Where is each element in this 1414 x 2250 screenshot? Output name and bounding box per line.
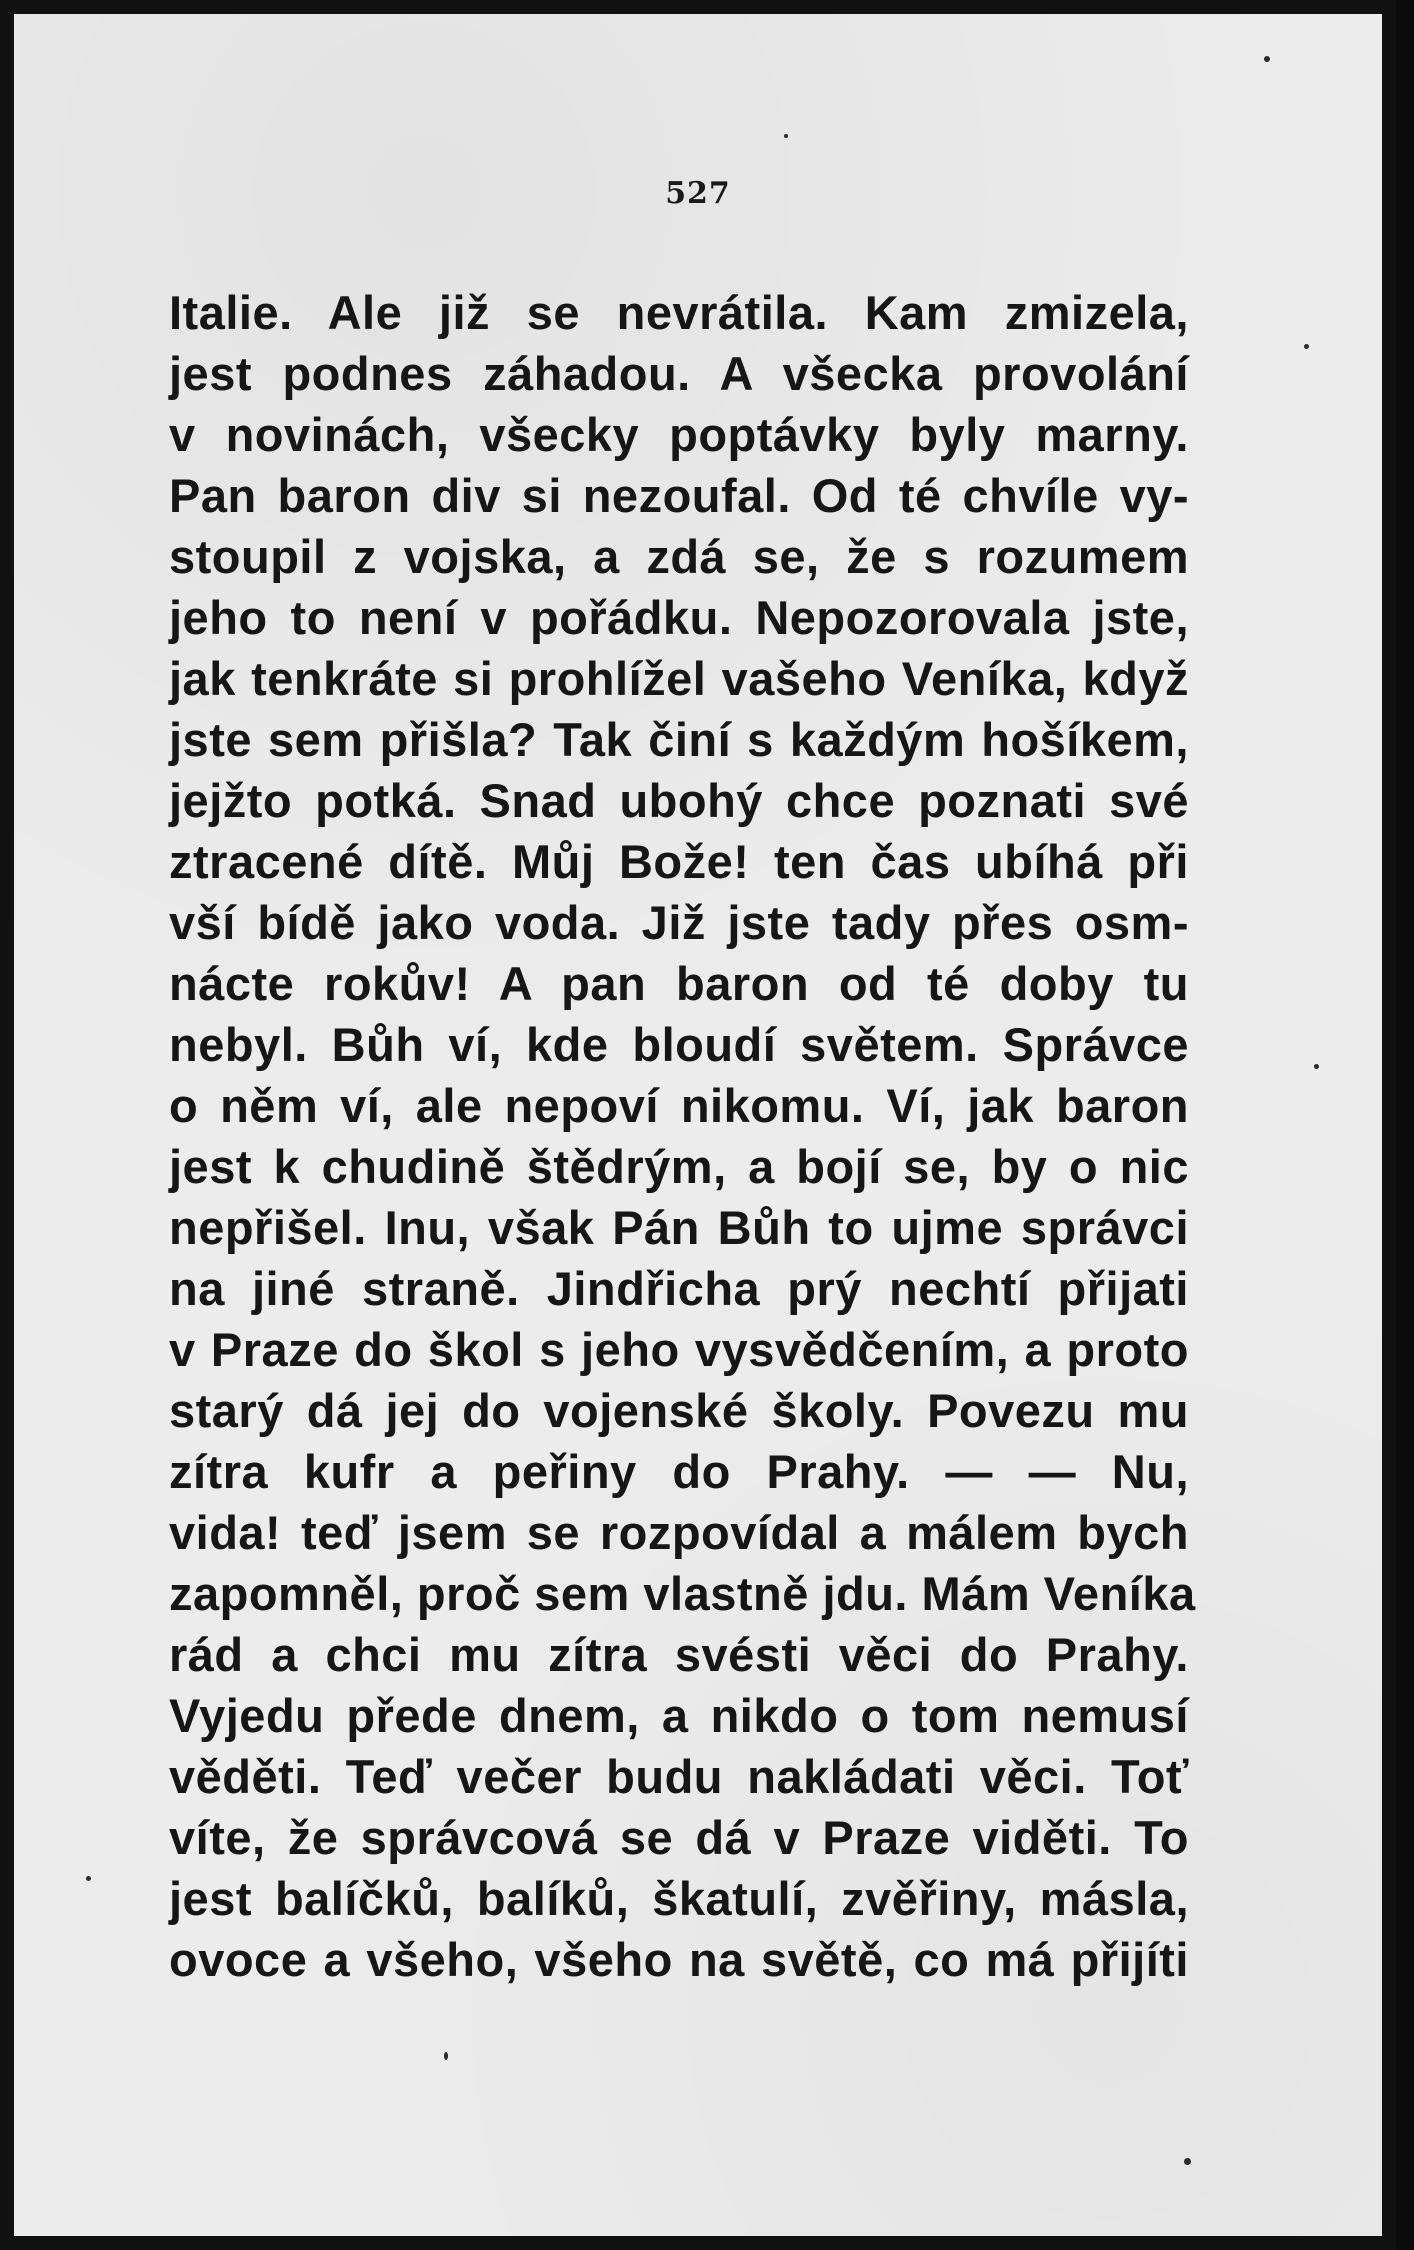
text-line: jest balíčků, balíků, škatulí, zvěřiny, másla, [169, 1872, 1189, 1925]
text-line: jejžto potká. Snad ubohý chce poznati své [169, 774, 1189, 827]
text-line: náctе rokův! A pan baron od té doby tu [169, 957, 1189, 1010]
text-line: vší bídě jako voda. Již jste tady přes osm- [169, 896, 1189, 949]
text-line: nebyl. Bůh ví, kde bloudí světem. Správce [169, 1018, 1189, 1071]
text-line: jest k chudině štědrým, a bojí se, by o nic [169, 1140, 1189, 1193]
text-line: stoupil z vojska, a zdá se, že s rozumem [169, 530, 1189, 583]
page-number: 527 [665, 176, 731, 211]
text-line: Pan baron div si nezoufal. Od té chvíle vy- [169, 469, 1189, 522]
text-line: jeho to není v pořádku. Nepozorovala jste, [169, 591, 1189, 644]
text-line: Vyjedu přede dnem, a nikdo o tom nemusí [169, 1689, 1189, 1742]
paper-speck [1314, 1064, 1319, 1069]
text-line: věděti. Teď večer budu nakládati věci. Toť [169, 1750, 1189, 1803]
paper-speck [86, 1876, 91, 1881]
page-body-text [169, 282, 1196, 1990]
text-line: zítra kufr a peřiny do Prahy. — — Nu, [169, 1445, 1189, 1498]
text-line: zapomněl, proč sem vlastně jdu. Mám Veníka [169, 1567, 1196, 1620]
text-line: vida! teď jsem se rozpovídal a málem bych [169, 1506, 1189, 1559]
text-line: o něm ví, ale nepoví nikomu. Ví, jak baron [169, 1079, 1189, 1132]
text-line: nepřišel. Inu, však Pán Bůh to ujme správci [169, 1201, 1189, 1254]
text-line: ztracené dítě. Můj Bože! ten čas ubíhá při [169, 835, 1189, 888]
text-line: jste sem přišla? Tak činí s každým hošíkem, [169, 713, 1189, 766]
paper-speck [1264, 56, 1270, 62]
paper-speck [1304, 344, 1309, 349]
text-line: Italie. Ale již se nevrátila. Kam zmizela, [169, 286, 1189, 339]
text-line: rád a chci mu zítra svésti věci do Prahy. [169, 1628, 1189, 1681]
text-line: v novinách, všecky poptávky byly marny. [169, 408, 1189, 461]
text-line: v Praze do škol s jeho vysvědčením, a proto [169, 1323, 1189, 1376]
paper-speck [444, 2052, 448, 2060]
paper-speck [1184, 2158, 1191, 2165]
paper-speck [784, 134, 788, 138]
text-line: jak tenkráte si prohlížel vašeho Veníka, když [169, 652, 1189, 705]
text-line: starý dá jej do vojenské školy. Povezu mu [169, 1384, 1189, 1437]
text-line: na jiné straně. Jindřicha prý nechtí přijati [169, 1262, 1189, 1315]
book-page [14, 14, 1382, 2236]
text-line: jest podnes záhadou. A všecka provolání [169, 347, 1189, 400]
page-edge-shadow [1396, 0, 1414, 2250]
text-line: ovoce a všeho, všeho na světě, co má přijíti [169, 1933, 1189, 1986]
text-line: víte, že správcová se dá v Praze viděti. To [169, 1811, 1189, 1864]
